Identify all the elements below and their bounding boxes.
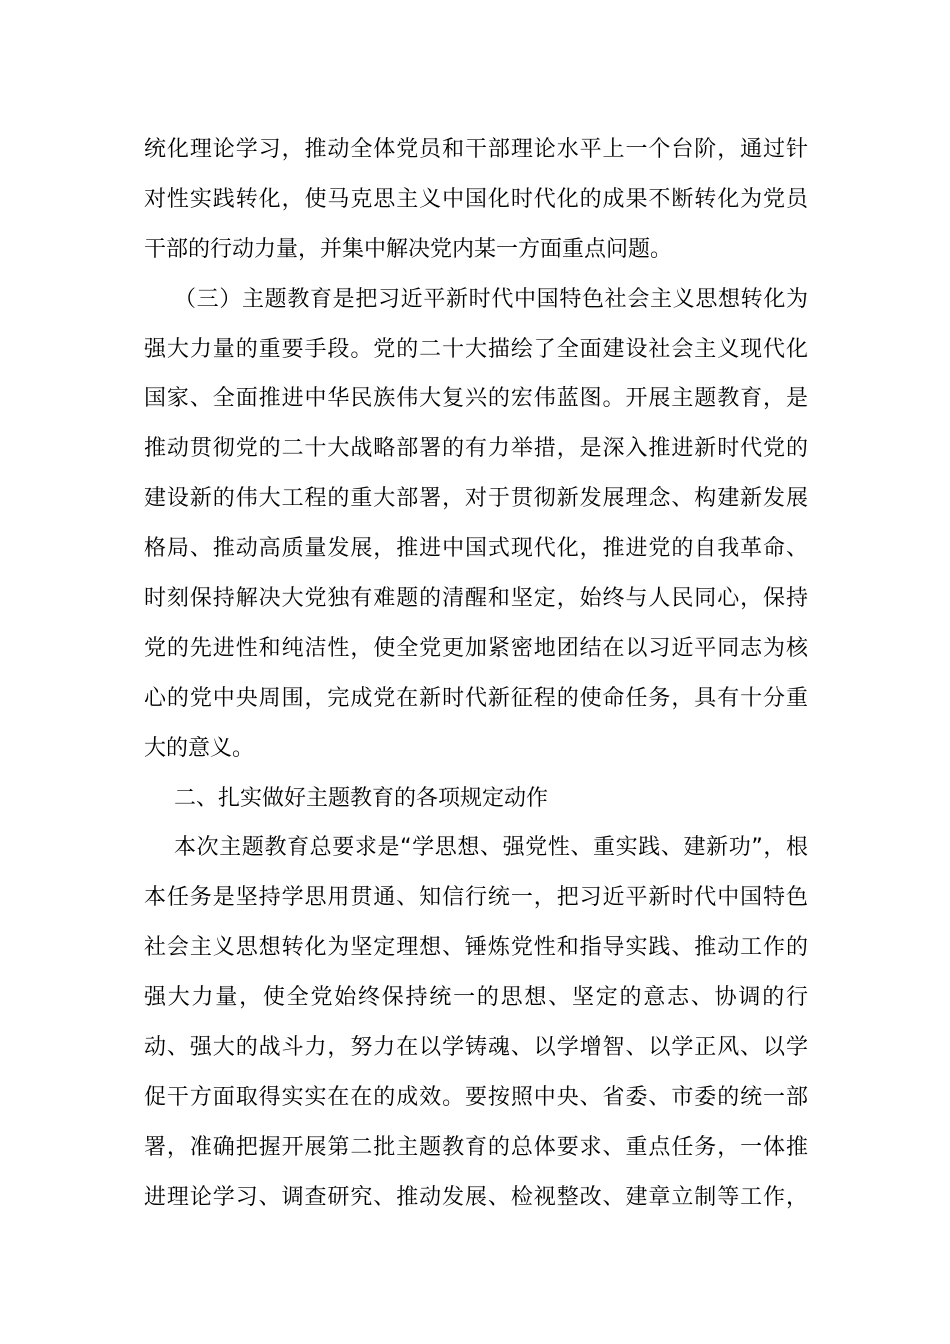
text-line: 本任务是坚持学思用贯通、知信行统一，把习近平新时代中国特色 bbox=[144, 885, 808, 911]
text-line: 社会主义思想转化为坚定理想、锤炼党性和指导实践、推动工作的 bbox=[144, 935, 808, 961]
text-line: 党的先进性和纯洁性，使全党更加紧密地团结在以习近平同志为核 bbox=[144, 635, 808, 661]
text-line: 进理论学习、调查研究、推动发展、检视整改、建章立制等工作， bbox=[144, 1184, 808, 1210]
text-line: 心的党中央周围，完成党在新时代新征程的使命任务，具有十分重 bbox=[144, 685, 808, 711]
section-heading-3: （三）主题教育是把习近平新时代中国特色社会主义思想转化为 bbox=[174, 286, 808, 312]
text-line: 建设新的伟大工程的重大部署，对于贯彻新发展理念、构建新发展 bbox=[144, 486, 808, 512]
text-line: 动、强大的战斗力，努力在以学铸魂、以学增智、以学正风、以学 bbox=[144, 1035, 808, 1061]
section-heading-2: 二、扎实做好主题教育的各项规定动作 bbox=[174, 785, 549, 811]
text-line: 时刻保持解决大党独有难题的清醒和坚定，始终与人民同心，保持 bbox=[144, 586, 808, 612]
text-line: 大的意义。 bbox=[144, 735, 255, 761]
text-line: 促干方面取得实实在在的成效。要按照中央、省委、市委的统一部 bbox=[144, 1084, 808, 1110]
text-line: 国家、全面推进中华民族伟大复兴的宏伟蓝图。开展主题教育，是 bbox=[144, 386, 808, 412]
text-line: 署，准确把握开展第二批主题教育的总体要求、重点任务，一体推 bbox=[144, 1134, 808, 1160]
text-line: 对性实践转化，使马克思主义中国化时代化的成果不断转化为党员 bbox=[144, 186, 808, 212]
text-line: 本次主题教育总要求是“学思想、强党性、重实践、建新功”，根 bbox=[174, 835, 808, 861]
body-text bbox=[144, 125, 808, 1223]
text-line: 格局、推动高质量发展，推进中国式现代化，推进党的自我革命、 bbox=[144, 536, 808, 562]
text-line: 统化理论学习，推动全体党员和干部理论水平上一个台阶，通过针 bbox=[144, 137, 808, 162]
text-line: 强大力量，使全党始终保持统一的思想、坚定的意志、协调的行 bbox=[144, 985, 808, 1011]
text-line: 强大力量的重要手段。党的二十大描绘了全面建设社会主义现代化 bbox=[144, 336, 808, 362]
text-line: 干部的行动力量，并集中解决党内某一方面重点问题。 bbox=[144, 236, 673, 262]
text-line: 推动贯彻党的二十大战略部署的有力举措，是深入推进新时代党的 bbox=[144, 436, 808, 462]
